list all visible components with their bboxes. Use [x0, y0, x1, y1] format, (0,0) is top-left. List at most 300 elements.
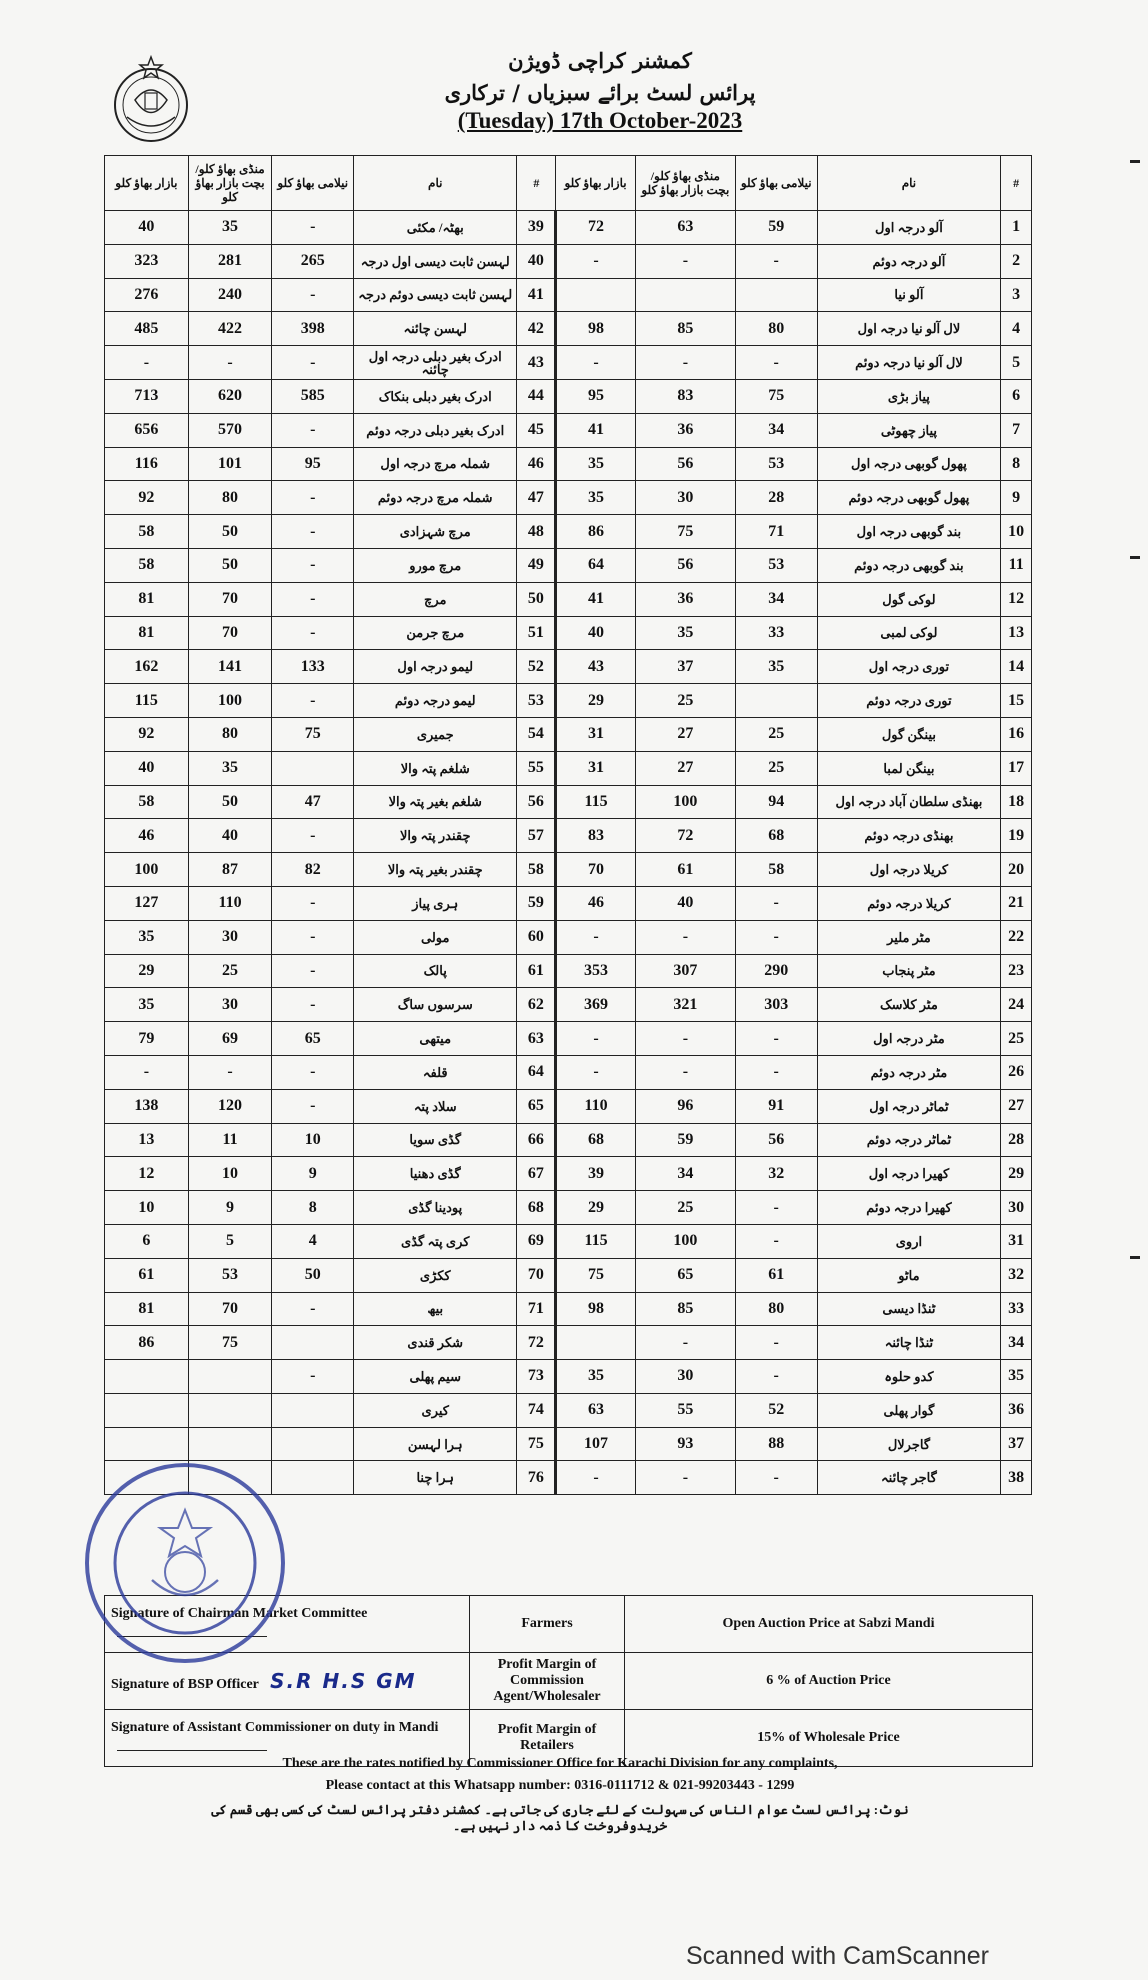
- ac-signature-label: Signature of Assistant Commissioner on duty in Mandi: [111, 1720, 439, 1735]
- item-number-cell: 31: [1001, 1224, 1032, 1258]
- item-name-cell: مولی: [354, 920, 517, 954]
- item-name-cell: کھیرا درجہ دوئم: [817, 1191, 1001, 1225]
- auction-price-cell: -: [735, 1224, 817, 1258]
- wholesale-price-cell: 59: [635, 1123, 735, 1157]
- table-row: [105, 413, 1032, 447]
- wholesale-price-cell: 63: [635, 211, 735, 245]
- retail-price-cell: 138: [105, 1089, 189, 1123]
- auction-price-cell: -: [272, 1089, 354, 1123]
- retail-price-cell: 64: [556, 548, 636, 582]
- item-number-cell: 32: [1001, 1258, 1032, 1292]
- wholesale-price-cell: 50: [188, 515, 272, 549]
- wholesale-percent-value: 15% of Wholesale Price: [625, 1710, 1033, 1767]
- auction-price-cell: [272, 1326, 354, 1360]
- retail-price-cell: 35: [105, 920, 189, 954]
- retail-price-cell: 13: [105, 1123, 189, 1157]
- price-table: [104, 155, 1032, 1495]
- auction-price-cell: -: [272, 481, 354, 515]
- item-number-cell: 60: [517, 920, 556, 954]
- auction-price-cell: 94: [735, 785, 817, 819]
- item-number-cell: 44: [517, 379, 556, 413]
- retail-price-cell: 713: [105, 379, 189, 413]
- item-number-cell: 61: [517, 954, 556, 988]
- auction-price-cell: -: [735, 244, 817, 278]
- item-number-cell: 55: [517, 751, 556, 785]
- item-number-cell: 1: [1001, 211, 1032, 245]
- table-row: [105, 1157, 1032, 1191]
- wholesale-price-cell: -: [635, 1055, 735, 1089]
- retail-price-cell: [105, 1393, 189, 1427]
- item-name-cell: اروی: [817, 1224, 1001, 1258]
- item-name-cell: بھنڈی درجہ دوئم: [817, 819, 1001, 853]
- wholesale-price-cell: 27: [635, 717, 735, 751]
- auction-price-cell: -: [735, 1191, 817, 1225]
- wholesale-price-cell: 25: [188, 954, 272, 988]
- auction-price-cell: 25: [735, 717, 817, 751]
- retail-price-cell: 83: [556, 819, 636, 853]
- item-name-cell: ہرا چنا: [354, 1461, 517, 1495]
- auction-price-cell: -: [735, 1022, 817, 1056]
- auction-price-cell: 33: [735, 616, 817, 650]
- item-name-cell: مٹر درجہ دوئم: [817, 1055, 1001, 1089]
- auction-price-cell: -: [272, 1360, 354, 1394]
- item-name-cell: مٹر درجہ اول: [817, 1022, 1001, 1056]
- wholesale-price-cell: 80: [188, 481, 272, 515]
- retail-price-cell: 162: [105, 650, 189, 684]
- government-emblem-logo: [105, 55, 197, 147]
- item-name-cell: ٹنڈا دیسی: [817, 1292, 1001, 1326]
- wholesale-price-cell: -: [635, 920, 735, 954]
- item-number-cell: 4: [1001, 312, 1032, 346]
- table-row: [105, 1258, 1032, 1292]
- auction-price-cell: 265: [272, 244, 354, 278]
- item-name-cell: پھول گوبھی درجہ اول: [817, 447, 1001, 481]
- item-name-cell: بینگن لمبا: [817, 751, 1001, 785]
- item-number-cell: 70: [517, 1258, 556, 1292]
- wholesale-price-cell: 35: [188, 211, 272, 245]
- item-number-cell: 24: [1001, 988, 1032, 1022]
- auction-price-cell: 59: [735, 211, 817, 245]
- item-name-cell: چقندر پتہ والا: [354, 819, 517, 853]
- table-row: [105, 920, 1032, 954]
- urdu-disclaimer-note: نوٹ: پرائس لسٹ عوام الناس کی سہولت کے لئے جاری کی جاتی ہے۔ کمشنر دفتر پرائس لسٹ کی کسی بھی قسم کی خریدوفروخت کا ذمہ دار نہیں ہے۔: [211, 1802, 909, 1833]
- wholesale-price-cell: 85: [635, 1292, 735, 1326]
- item-number-cell: 63: [517, 1022, 556, 1056]
- item-number-cell: 25: [1001, 1022, 1032, 1056]
- item-name-cell: مرچ: [354, 582, 517, 616]
- table-row: [105, 548, 1032, 582]
- table-row: [105, 1055, 1032, 1089]
- retail-price-cell: 43: [556, 650, 636, 684]
- wholesale-price-cell: 56: [635, 447, 735, 481]
- wholesale-price-cell: 40: [188, 819, 272, 853]
- retail-price-cell: 39: [556, 1157, 636, 1191]
- item-number-cell: 52: [517, 650, 556, 684]
- item-number-cell: 48: [517, 515, 556, 549]
- wholesale-price-cell: [188, 1360, 272, 1394]
- item-number-cell: 39: [517, 211, 556, 245]
- retail-price-cell: 70: [556, 853, 636, 887]
- item-number-cell: 56: [517, 785, 556, 819]
- table-row: [105, 751, 1032, 785]
- item-number-cell: 37: [1001, 1427, 1032, 1461]
- item-name-cell: مرچ مورو: [354, 548, 517, 582]
- wholesale-price-cell: 35: [188, 751, 272, 785]
- retail-price-cell: 98: [556, 1292, 636, 1326]
- col-wholesale-header: منڈی بھاؤ کلو/بچت بازار بھاؤ کلو: [188, 156, 272, 211]
- item-name-cell: لوکی گول: [817, 582, 1001, 616]
- item-name-cell: قلفہ: [354, 1055, 517, 1089]
- item-name-cell: آلو درجہ دوئم: [817, 244, 1001, 278]
- item-number-cell: 67: [517, 1157, 556, 1191]
- table-row: [105, 1089, 1032, 1123]
- wholesale-price-cell: -: [188, 346, 272, 380]
- auction-price-cell: 68: [735, 819, 817, 853]
- chairman-signature-label: Signature of Chairman Market Committee: [111, 1606, 368, 1621]
- table-header-row: [105, 156, 1032, 211]
- auction-price-cell: 50: [272, 1258, 354, 1292]
- wholesale-price-cell: 27: [635, 751, 735, 785]
- wholesale-price-cell: 100: [635, 1224, 735, 1258]
- table-row: [105, 616, 1032, 650]
- auction-price-cell: 56: [735, 1123, 817, 1157]
- retail-price-cell: 35: [556, 447, 636, 481]
- item-name-cell: گاجر چائنہ: [817, 1461, 1001, 1495]
- item-name-cell: جمیری: [354, 717, 517, 751]
- item-number-cell: 53: [517, 684, 556, 718]
- wholesale-price-cell: 50: [188, 785, 272, 819]
- item-number-cell: 64: [517, 1055, 556, 1089]
- item-number-cell: 10: [1001, 515, 1032, 549]
- item-number-cell: 43: [517, 346, 556, 380]
- item-number-cell: 58: [517, 853, 556, 887]
- item-number-cell: 29: [1001, 1157, 1032, 1191]
- item-name-cell: کدو حلوہ: [817, 1360, 1001, 1394]
- auction-price-cell: 53: [735, 447, 817, 481]
- wholesale-price-cell: 100: [635, 785, 735, 819]
- item-number-cell: 26: [1001, 1055, 1032, 1089]
- table-row: [105, 819, 1032, 853]
- wholesale-price-cell: 240: [188, 278, 272, 312]
- wholesale-price-cell: 85: [635, 312, 735, 346]
- item-name-cell: لیمو درجہ دوئم: [354, 684, 517, 718]
- item-number-cell: 46: [517, 447, 556, 481]
- table-row: [105, 1360, 1032, 1394]
- item-name-cell: ٹنڈا چائنہ: [817, 1326, 1001, 1360]
- item-number-cell: 68: [517, 1191, 556, 1225]
- item-name-cell: پودینا گڈی: [354, 1191, 517, 1225]
- retail-price-cell: 86: [105, 1326, 189, 1360]
- retail-price-cell: 41: [556, 582, 636, 616]
- wholesale-price-cell: -: [635, 1461, 735, 1495]
- auction-price-cell: -: [272, 515, 354, 549]
- item-name-cell: کریلا درجہ اول: [817, 853, 1001, 887]
- retail-price-cell: [556, 1326, 636, 1360]
- item-name-cell: مٹر ملیر: [817, 920, 1001, 954]
- bsp-signature-label: Signature of BSP Officer: [111, 1677, 259, 1692]
- wholesale-price-cell: 70: [188, 616, 272, 650]
- retail-price-cell: [105, 1360, 189, 1394]
- retail-price-cell: 75: [556, 1258, 636, 1292]
- item-name-cell: کھیرا درجہ اول: [817, 1157, 1001, 1191]
- wholesale-price-cell: -: [635, 346, 735, 380]
- retail-price-cell: 29: [105, 954, 189, 988]
- retail-price-cell: 68: [556, 1123, 636, 1157]
- retail-price-cell: 72: [556, 211, 636, 245]
- auction-price-cell: -: [272, 684, 354, 718]
- wholesale-price-cell: 307: [635, 954, 735, 988]
- item-name-cell: آلو نیا: [817, 278, 1001, 312]
- auction-price-cell: -: [272, 886, 354, 920]
- item-number-cell: 30: [1001, 1191, 1032, 1225]
- profit-retail-label: Profit Margin of Retailers: [470, 1710, 625, 1767]
- retail-price-cell: 115: [556, 1224, 636, 1258]
- wholesale-price-cell: 65: [635, 1258, 735, 1292]
- item-number-cell: 22: [1001, 920, 1032, 954]
- retail-price-cell: 35: [105, 988, 189, 1022]
- item-number-cell: 38: [1001, 1461, 1032, 1495]
- item-number-cell: 73: [517, 1360, 556, 1394]
- item-number-cell: 72: [517, 1326, 556, 1360]
- retail-price-cell: 58: [105, 548, 189, 582]
- retail-price-cell: 127: [105, 886, 189, 920]
- item-name-cell: لہسن ثابت دیسی دوئم درجہ: [354, 278, 517, 312]
- item-number-cell: 74: [517, 1393, 556, 1427]
- retail-price-cell: 58: [105, 785, 189, 819]
- auction-price-cell: 71: [735, 515, 817, 549]
- retail-price-cell: [105, 1427, 189, 1461]
- retail-price-cell: 41: [556, 413, 636, 447]
- retail-price-cell: 86: [556, 515, 636, 549]
- wholesale-price-cell: 40: [635, 886, 735, 920]
- wholesale-price-cell: 35: [635, 616, 735, 650]
- item-name-cell: پیاز چھوٹی: [817, 413, 1001, 447]
- item-number-cell: 28: [1001, 1123, 1032, 1157]
- item-name-cell: کری پتہ گڈی: [354, 1224, 517, 1258]
- table-row: [105, 582, 1032, 616]
- item-number-cell: 7: [1001, 413, 1032, 447]
- table-row: [105, 650, 1032, 684]
- wholesale-price-cell: 30: [635, 481, 735, 515]
- bsp-signature-handwriting: S.R H.S GM: [270, 1669, 417, 1693]
- wholesale-price-cell: -: [188, 1055, 272, 1089]
- table-row: [105, 886, 1032, 920]
- scan-edge-mark: [1130, 1256, 1140, 1259]
- item-name-cell: شملہ مرچ درجہ دوئم: [354, 481, 517, 515]
- ac-signature-line: [117, 1736, 267, 1751]
- wholesale-price-cell: 100: [188, 684, 272, 718]
- wholesale-price-cell: -: [635, 244, 735, 278]
- retail-price-cell: 81: [105, 582, 189, 616]
- wholesale-price-cell: [188, 1393, 272, 1427]
- wholesale-price-cell: 70: [188, 1292, 272, 1326]
- col-name-header: نام: [817, 156, 1001, 211]
- item-name-cell: مٹر پنجاب: [817, 954, 1001, 988]
- auction-price-cell: 61: [735, 1258, 817, 1292]
- table-row: [105, 244, 1032, 278]
- item-number-cell: 5: [1001, 346, 1032, 380]
- item-number-cell: 49: [517, 548, 556, 582]
- auction-price-cell: -: [272, 954, 354, 988]
- auction-price-cell: 9: [272, 1157, 354, 1191]
- auction-price-cell: -: [735, 1055, 817, 1089]
- wholesale-price-cell: 620: [188, 379, 272, 413]
- auction-price-cell: 35: [735, 650, 817, 684]
- auction-price-cell: 303: [735, 988, 817, 1022]
- auction-price-cell: [735, 684, 817, 718]
- assistant-commissioner-stamp-icon: [82, 1460, 288, 1666]
- item-number-cell: 45: [517, 413, 556, 447]
- retail-price-cell: 40: [105, 751, 189, 785]
- wholesale-price-cell: [188, 1427, 272, 1461]
- item-number-cell: 33: [1001, 1292, 1032, 1326]
- item-name-cell: پالک: [354, 954, 517, 988]
- col-num-header: #: [517, 156, 556, 211]
- auction-price-cell: 585: [272, 379, 354, 413]
- wholesale-price-cell: 36: [635, 413, 735, 447]
- item-name-cell: ادرک بغیر دبلی بنکاک: [354, 379, 517, 413]
- item-name-cell: لہسن ثابت دیسی اول درجہ: [354, 244, 517, 278]
- table-row: [105, 1022, 1032, 1056]
- auction-price-cell: [272, 1393, 354, 1427]
- retail-price-cell: 485: [105, 312, 189, 346]
- retail-price-cell: 115: [556, 785, 636, 819]
- auction-price-cell: 91: [735, 1089, 817, 1123]
- wholesale-price-cell: 96: [635, 1089, 735, 1123]
- item-number-cell: 19: [1001, 819, 1032, 853]
- table-row: [105, 1292, 1032, 1326]
- item-name-cell: لہسن چائنہ: [354, 312, 517, 346]
- auction-price-cell: 88: [735, 1427, 817, 1461]
- retail-price-cell: -: [556, 346, 636, 380]
- item-name-cell: ادرک بغیر دبلی درجہ اول چائنہ: [354, 346, 517, 380]
- item-name-cell: بیھ: [354, 1292, 517, 1326]
- retail-price-cell: 29: [556, 1191, 636, 1225]
- item-name-cell: بند گوبھی درجہ دوئم: [817, 548, 1001, 582]
- retail-price-cell: 12: [105, 1157, 189, 1191]
- item-number-cell: 65: [517, 1089, 556, 1123]
- wholesale-price-cell: 30: [188, 920, 272, 954]
- item-number-cell: 62: [517, 988, 556, 1022]
- table-row: [105, 447, 1032, 481]
- auction-price-cell: 28: [735, 481, 817, 515]
- item-number-cell: 3: [1001, 278, 1032, 312]
- item-name-cell: شلغم بغیر پتہ والا: [354, 785, 517, 819]
- auction-price-cell: 34: [735, 582, 817, 616]
- auction-price-cell: -: [272, 1055, 354, 1089]
- wholesale-price-cell: 321: [635, 988, 735, 1022]
- auction-percent-value: 6 % of Auction Price: [625, 1653, 1033, 1710]
- table-row: [105, 1191, 1032, 1225]
- item-name-cell: شملہ مرچ درجہ اول: [354, 447, 517, 481]
- auction-price-cell: 75: [735, 379, 817, 413]
- camscanner-watermark: Scanned with CamScanner: [686, 1942, 989, 1970]
- retail-price-cell: 29: [556, 684, 636, 718]
- auction-price-cell: 8: [272, 1191, 354, 1225]
- retail-price-cell: 100: [105, 853, 189, 887]
- wholesale-price-cell: 30: [188, 988, 272, 1022]
- wholesale-price-cell: 50: [188, 548, 272, 582]
- item-number-cell: 9: [1001, 481, 1032, 515]
- wholesale-price-cell: 25: [635, 1191, 735, 1225]
- retail-price-cell: 323: [105, 244, 189, 278]
- table-row: [105, 1326, 1032, 1360]
- auction-price-cell: -: [735, 346, 817, 380]
- auction-price-cell: [272, 751, 354, 785]
- wholesale-price-cell: 61: [635, 853, 735, 887]
- wholesale-price-cell: 53: [188, 1258, 272, 1292]
- auction-price-cell: 4: [272, 1224, 354, 1258]
- retail-price-cell: -: [556, 920, 636, 954]
- auction-price-cell: [735, 278, 817, 312]
- wholesale-price-cell: 80: [188, 717, 272, 751]
- wholesale-price-cell: 55: [635, 1393, 735, 1427]
- wholesale-price-cell: 11: [188, 1123, 272, 1157]
- item-number-cell: 54: [517, 717, 556, 751]
- contact-note: Please contact at this Whatsapp number: 0316-0111712 & 021-99203443 - 1299: [325, 1778, 795, 1793]
- item-number-cell: 12: [1001, 582, 1032, 616]
- retail-price-cell: 116: [105, 447, 189, 481]
- col-retail-header: بازار بھاؤ کلو: [556, 156, 636, 211]
- header-title-urdu: کمشنر کراچی ڈویژن: [508, 48, 692, 73]
- item-number-cell: 20: [1001, 853, 1032, 887]
- item-name-cell: سرسوں ساگ: [354, 988, 517, 1022]
- item-name-cell: ماٹو: [817, 1258, 1001, 1292]
- item-number-cell: 76: [517, 1461, 556, 1495]
- auction-price-cell: -: [272, 920, 354, 954]
- wholesale-price-cell: 83: [635, 379, 735, 413]
- wholesale-price-cell: 75: [188, 1326, 272, 1360]
- item-number-cell: 71: [517, 1292, 556, 1326]
- auction-price-cell: 10: [272, 1123, 354, 1157]
- wholesale-price-cell: 37: [635, 650, 735, 684]
- table-row: [105, 853, 1032, 887]
- header-subtitle-urdu: پرائس لسٹ برائے سبزیاں / ترکاری: [444, 80, 756, 105]
- retail-price-cell: 115: [105, 684, 189, 718]
- wholesale-price-cell: 87: [188, 853, 272, 887]
- auction-price-cell: 58: [735, 853, 817, 887]
- item-name-cell: مرچ جرمن: [354, 616, 517, 650]
- retail-price-cell: -: [556, 1022, 636, 1056]
- item-name-cell: بھنڈی سلطان آباد درجہ اول: [817, 785, 1001, 819]
- auction-price-cell: -: [272, 413, 354, 447]
- retail-price-cell: -: [556, 244, 636, 278]
- wholesale-price-cell: [635, 278, 735, 312]
- wholesale-price-cell: 9: [188, 1191, 272, 1225]
- item-number-cell: 66: [517, 1123, 556, 1157]
- wholesale-price-cell: 25: [635, 684, 735, 718]
- wholesale-price-cell: 36: [635, 582, 735, 616]
- item-name-cell: توری درجہ دوئم: [817, 684, 1001, 718]
- table-row: [105, 717, 1032, 751]
- auction-price-cell: 398: [272, 312, 354, 346]
- table-row: [105, 988, 1032, 1022]
- table-row: [105, 954, 1032, 988]
- table-row: [105, 312, 1032, 346]
- retail-price-cell: 10: [105, 1191, 189, 1225]
- auction-price-cell: [272, 1427, 354, 1461]
- profit-agent-label: Profit Margin of Commission Agent/Wholesaler: [470, 1653, 625, 1710]
- item-number-cell: 11: [1001, 548, 1032, 582]
- auction-price-cell: -: [272, 582, 354, 616]
- col-wholesale-header: منڈی بھاؤ کلو/بچت بازار بھاؤ کلو: [635, 156, 735, 211]
- retail-price-cell: -: [556, 1461, 636, 1495]
- item-number-cell: 17: [1001, 751, 1032, 785]
- wholesale-price-cell: 69: [188, 1022, 272, 1056]
- retail-price-cell: 369: [556, 988, 636, 1022]
- retail-price-cell: [556, 278, 636, 312]
- item-name-cell: ہرا لہسن: [354, 1427, 517, 1461]
